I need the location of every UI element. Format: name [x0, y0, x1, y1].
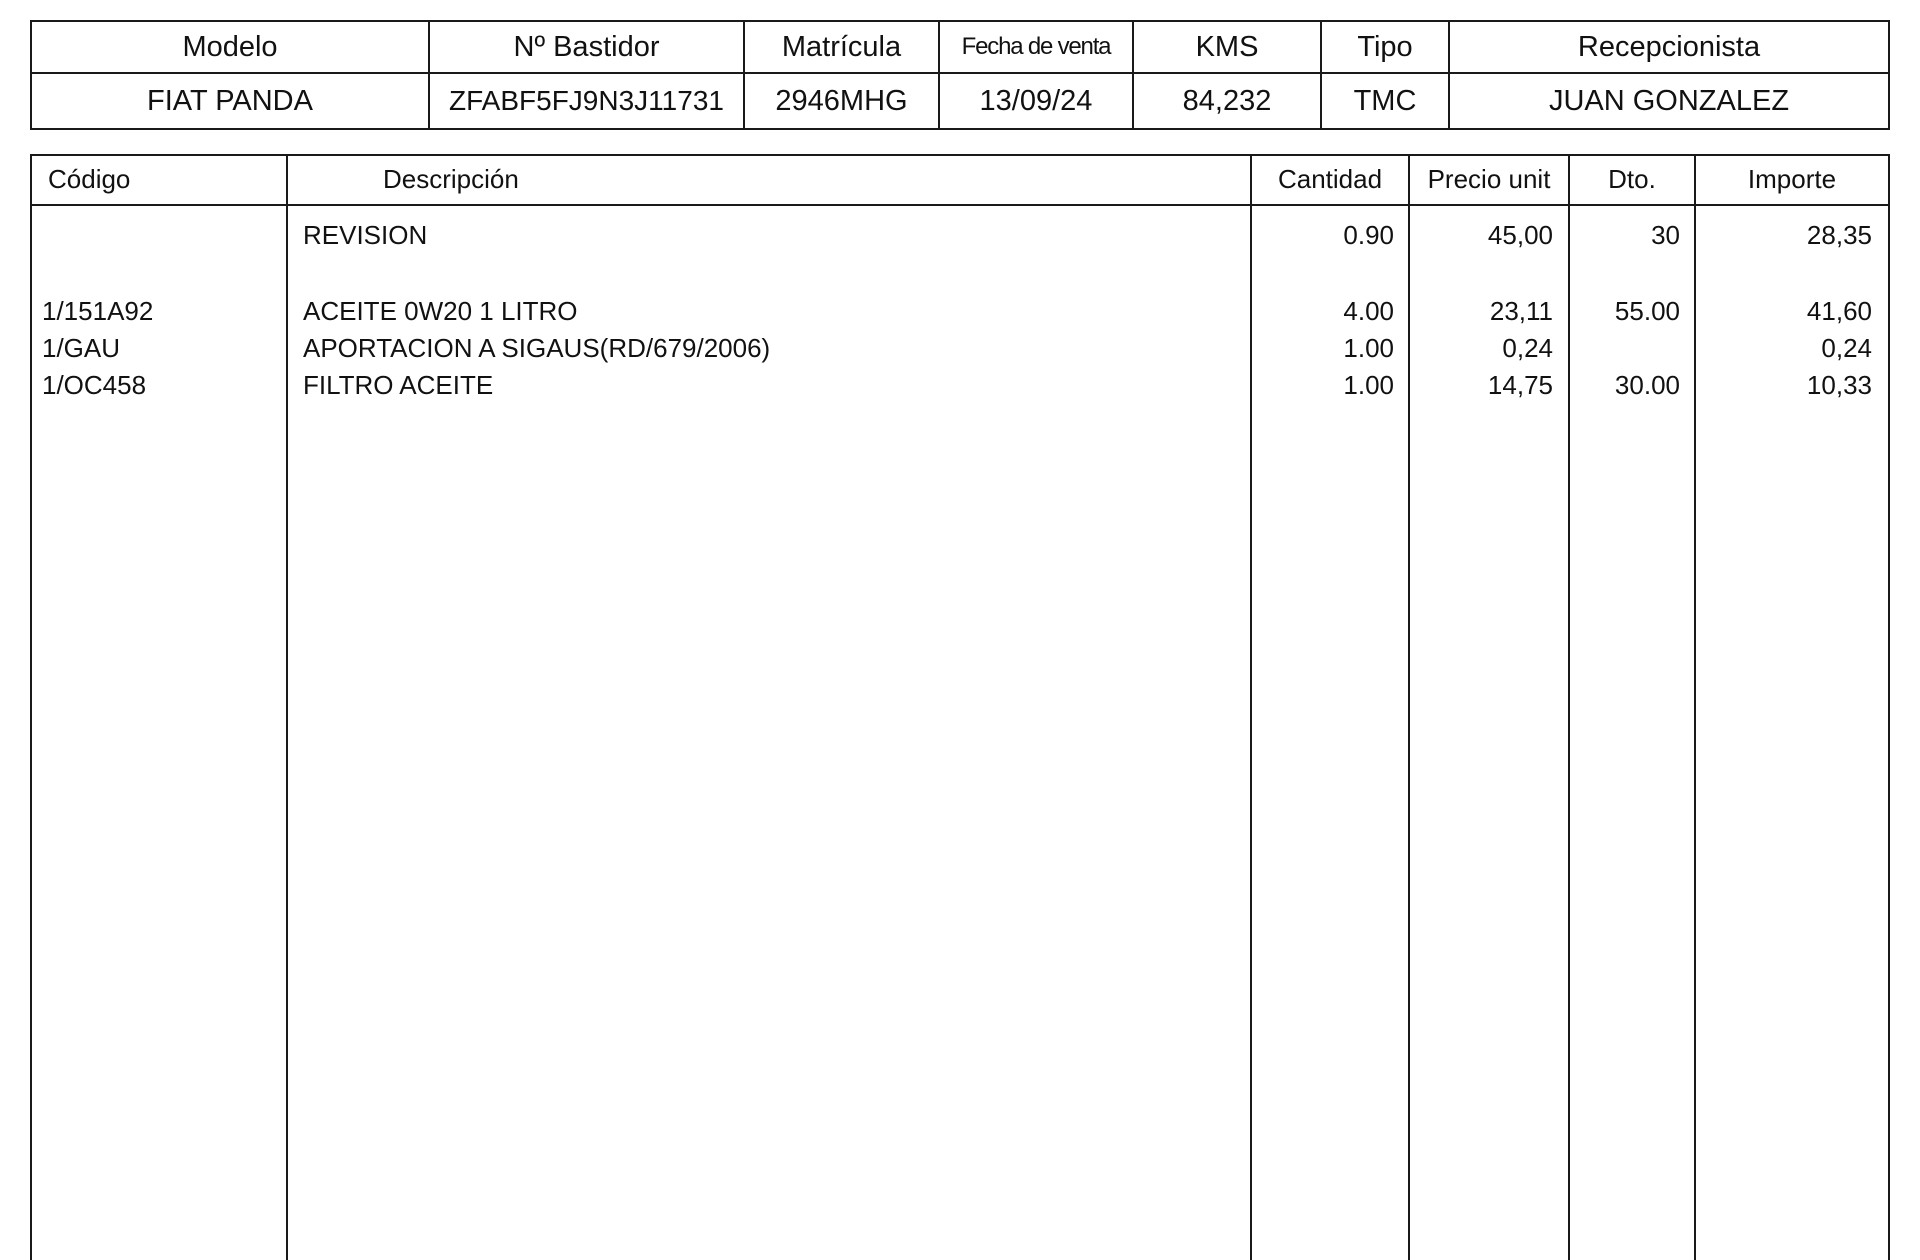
header-divider	[30, 204, 1890, 206]
header-cantidad: Cantidad	[1277, 163, 1383, 194]
value-fecha-venta: 13/09/24	[979, 84, 1093, 117]
header-bastidor: Nº Bastidor	[513, 30, 660, 63]
table-row	[30, 331, 1890, 365]
cell-cantidad: 0.90	[1343, 220, 1394, 250]
value-kms: 84,232	[1182, 84, 1272, 117]
value-modelo: FIAT PANDA	[147, 84, 313, 117]
cell-dto: 55.00	[1614, 296, 1680, 326]
cell-codigo: 1/OC458	[42, 370, 147, 400]
vehicle-info-table	[30, 20, 1890, 130]
header-fecha-venta: Fecha de venta	[961, 33, 1111, 60]
cell-importe: 41,60	[1806, 296, 1872, 326]
header-dto: Dto.	[1608, 163, 1656, 194]
header-tipo: Tipo	[1357, 30, 1413, 63]
header-recepcionista: Recepcionista	[1577, 30, 1761, 63]
header-kms: KMS	[1195, 30, 1259, 63]
header-modelo: Modelo	[182, 30, 278, 63]
value-matricula: 2946MHG	[775, 84, 908, 117]
cell-precio-unit: 0,24	[1502, 333, 1553, 363]
cell-cantidad: 1.00	[1343, 333, 1394, 363]
cell-cantidad: 1.00	[1343, 370, 1394, 400]
cell-precio-unit: 45,00	[1487, 220, 1553, 250]
value-bastidor: ZFABF5FJ9N3J11731	[449, 85, 724, 116]
header-precio-unit: Precio unit	[1427, 163, 1551, 194]
value-recepcionista: JUAN GONZALEZ	[1548, 84, 1790, 117]
cell-importe: 28,35	[1806, 220, 1872, 250]
cell-importe: 0,24	[1821, 333, 1872, 363]
table-border-bottom	[30, 128, 1890, 130]
cell-precio-unit: 23,11	[1489, 296, 1553, 326]
header-codigo: Código	[48, 163, 131, 194]
cell-dto: 30.00	[1614, 370, 1680, 400]
table-row	[30, 218, 1890, 252]
header-matricula: Matrícula	[781, 30, 902, 63]
table-border-right	[1888, 20, 1890, 130]
cell-precio-unit: 14,75	[1487, 370, 1553, 400]
items-table	[30, 154, 1890, 1260]
cell-dto	[1570, 331, 1680, 365]
cell-codigo: 1/GAU	[42, 333, 121, 363]
table-row	[30, 368, 1890, 402]
header-descripcion: Descripción	[383, 163, 519, 194]
cell-importe: 10,33	[1806, 370, 1872, 400]
header-importe: Importe	[1747, 163, 1837, 194]
cell-cantidad: 4.00	[1343, 296, 1394, 326]
cell-descripcion: FILTRO ACEITE	[303, 370, 494, 400]
cell-descripcion: APORTACION A SIGAUS(RD/679/2006)	[303, 333, 771, 363]
value-tipo: TMC	[1353, 84, 1417, 117]
cell-codigo: 1/151A92	[42, 296, 154, 326]
cell-descripcion: REVISION	[303, 220, 428, 250]
table-row	[30, 294, 1890, 328]
cell-descripcion: ACEITE 0W20 1 LITRO	[303, 296, 578, 326]
cell-dto: 30	[1651, 220, 1680, 250]
